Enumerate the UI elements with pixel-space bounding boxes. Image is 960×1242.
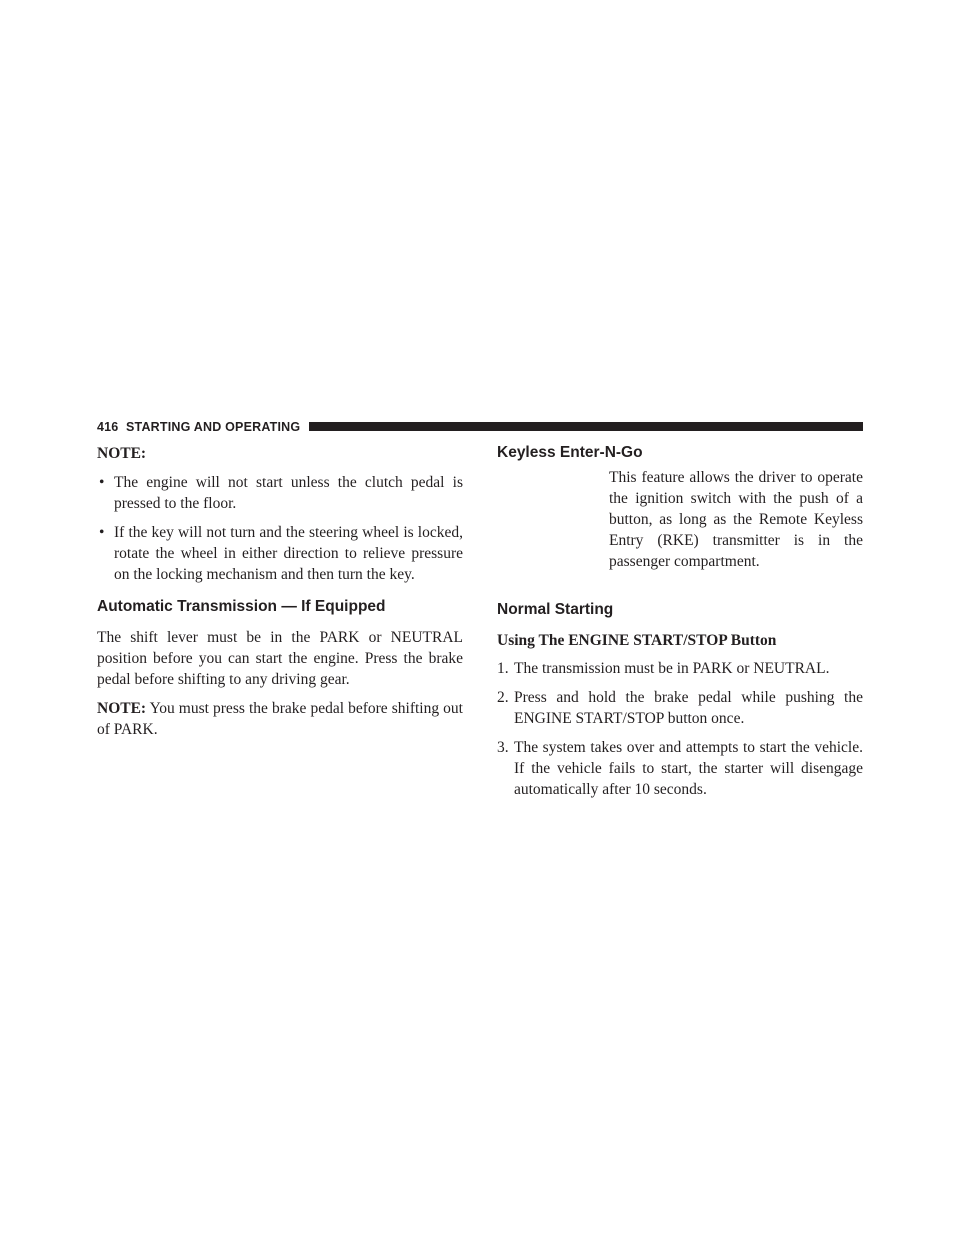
numbered-step	[497, 737, 863, 800]
bullet-text: If the key will not turn and the steering wheel is locked, rotate the wheel in either direction to relieve pressure on the locking mechanism and then turn the key.	[114, 524, 463, 583]
page-header	[97, 418, 863, 436]
bullet-icon: •	[99, 524, 105, 541]
right-column	[497, 443, 863, 800]
step-number: 1.	[497, 660, 509, 677]
note-text: You must press the brake pedal before shifting out of PARK.	[97, 700, 463, 738]
numbered-step	[497, 658, 863, 679]
page-number: 416	[97, 420, 119, 434]
step-text: The transmission must be in PARK or NEUTRAL.	[514, 660, 830, 677]
bullet-item	[97, 522, 463, 585]
subheading: Using The ENGINE START/STOP Button	[497, 632, 777, 649]
bullet-text: The engine will not start unless the clutch pedal is pressed to the floor.	[114, 474, 463, 512]
step-number: 2.	[497, 689, 509, 706]
step-number: 3.	[497, 739, 509, 756]
note-heading: NOTE:	[97, 445, 147, 462]
section-heading-keyless: Keyless Enter-N-Go	[497, 444, 643, 461]
keyless-paragraph: This feature allows the driver to operate the ignition switch with the push of a button, as long as the Remote Keyless Entry (RKE) transmitter is in the passenger compartment.	[609, 469, 863, 570]
section-title: STARTING AND OPERATING	[126, 420, 301, 434]
note-label: NOTE:	[97, 700, 147, 717]
note-paragraph	[97, 698, 463, 740]
bullet-icon: •	[99, 474, 105, 491]
header-rule	[309, 422, 863, 431]
section-heading-normal: Normal Starting	[497, 601, 614, 618]
step-text: Press and hold the brake pedal while pushing the ENGINE START/STOP button once.	[514, 689, 863, 727]
left-column	[97, 443, 463, 740]
step-text: The system takes over and attempts to start the vehicle. If the vehicle fails to start, the starter will disengage automatically after 10 seconds.	[514, 739, 863, 798]
auto-paragraph: The shift lever must be in the PARK or NEUTRAL position before you can start the engine. Press the brake pedal before shifting to any driving gear.	[97, 629, 463, 688]
bullet-item	[97, 472, 463, 514]
keyless-block	[609, 467, 863, 572]
numbered-step	[497, 687, 863, 729]
section-heading-automatic: Automatic Transmission — If Equipped	[97, 598, 386, 615]
